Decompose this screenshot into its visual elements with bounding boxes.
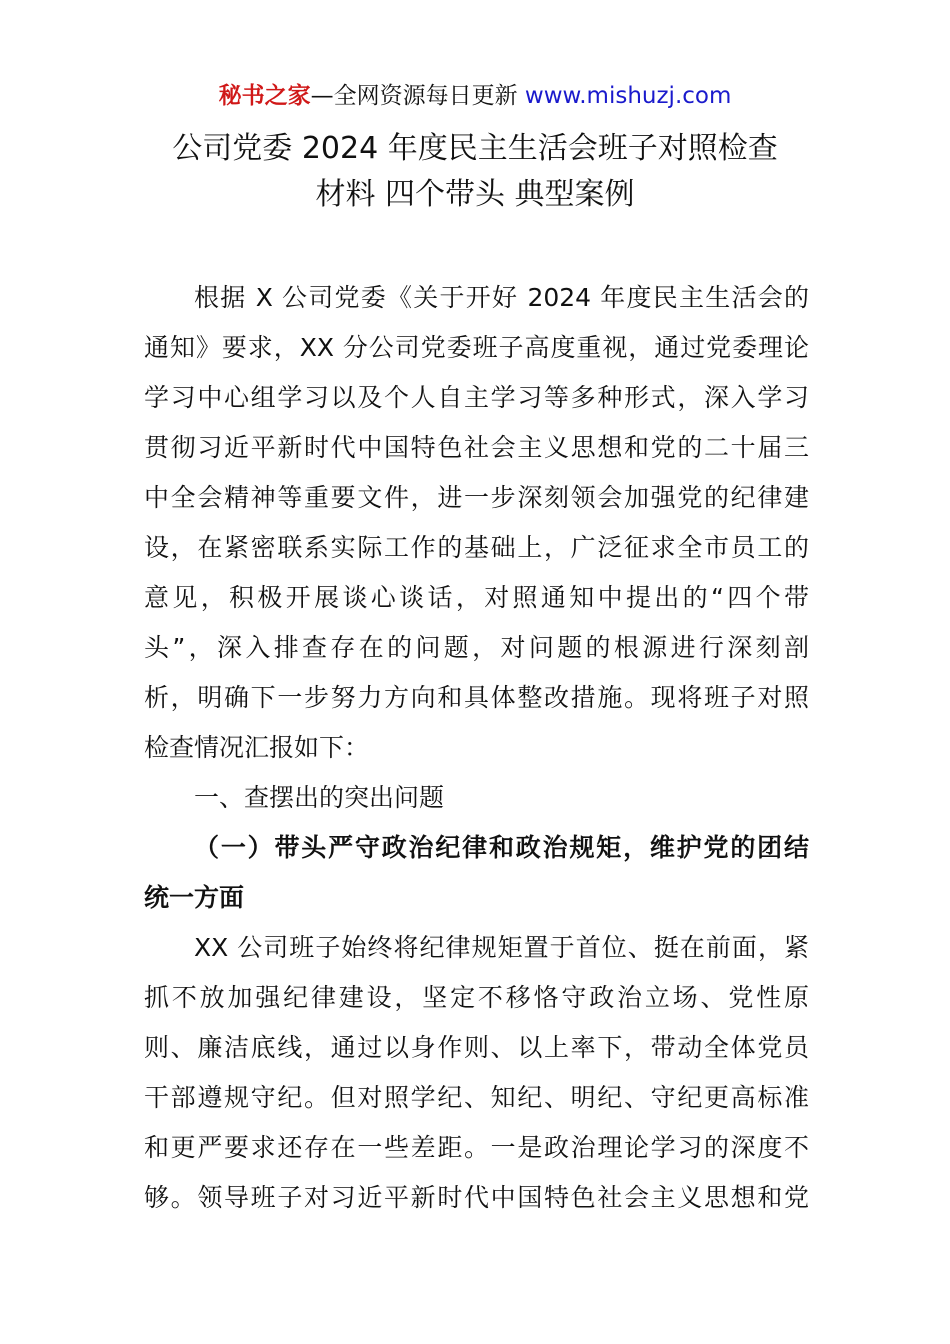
paragraph-line: 和更严要求还存在一些差距。一是政治理论学习的深度不 (144, 1133, 809, 1162)
paragraph-line: 析，明确下一步努力方向和具体整改措施。现将班子对照 (144, 683, 809, 712)
paragraph-line: 检查情况汇报如下： (144, 733, 370, 762)
paragraph-line: 抓不放加强纪律建设，坚定不移恪守政治立场、党性原 (144, 983, 809, 1012)
paragraph-line: 根据 X 公司党委《关于开好 2024 年度民主生活会的 (194, 283, 809, 312)
section-heading: 一、查摆出的突出问题 (194, 783, 445, 812)
title-line-1: 公司党委 2024 年度民主生活会班子对照检查 (172, 131, 778, 166)
paragraph-line: 头”，深入排查存在的问题，对问题的根源进行深刻剖 (144, 633, 809, 662)
header-tagline: —全网资源每日更新 (310, 83, 525, 109)
paragraph-line: 干部遵规守纪。但对照学纪、知纪、明纪、守纪更高标准 (144, 1083, 809, 1112)
paragraph-line: 中全会精神等重要文件，进一步深刻领会加强党的纪律建 (144, 483, 809, 512)
site-url-link[interactable]: www.mishuzj.com (524, 83, 732, 109)
document-title (0, 126, 950, 218)
site-header (0, 80, 950, 112)
paragraph-line: 学习中心组学习以及个人自主学习等多种形式，深入学习 (144, 383, 809, 412)
paragraph-line: XX 公司班子始终将纪律规矩置于首位、挺在前面，紧 (194, 933, 809, 962)
paragraph-line: 够。领导班子对习近平新时代中国特色社会主义思想和党 (144, 1183, 809, 1212)
subsection-heading-line: （一）带头严守政治纪律和政治规矩，维护党的团结 (194, 833, 809, 862)
paragraph-line: 意见，积极开展谈心谈话，对照通知中提出的“四个带 (144, 583, 809, 612)
paragraph-line: 则、廉洁底线，通过以身作则、以上率下，带动全体党员 (144, 1033, 809, 1062)
subsection-heading-line: 统一方面 (144, 883, 245, 912)
paragraph-line: 设，在紧密联系实际工作的基础上，广泛征求全市员工的 (144, 533, 809, 562)
document-body (144, 273, 809, 1223)
title-line-2: 材料 四个带头 典型案例 (315, 177, 635, 212)
paragraph-line: 通知》要求，XX 分公司党委班子高度重视，通过党委理论 (144, 333, 809, 362)
brand-name: 秘书之家 (218, 83, 311, 109)
paragraph-line: 贯彻习近平新时代中国特色社会主义思想和党的二十届三 (144, 433, 809, 462)
